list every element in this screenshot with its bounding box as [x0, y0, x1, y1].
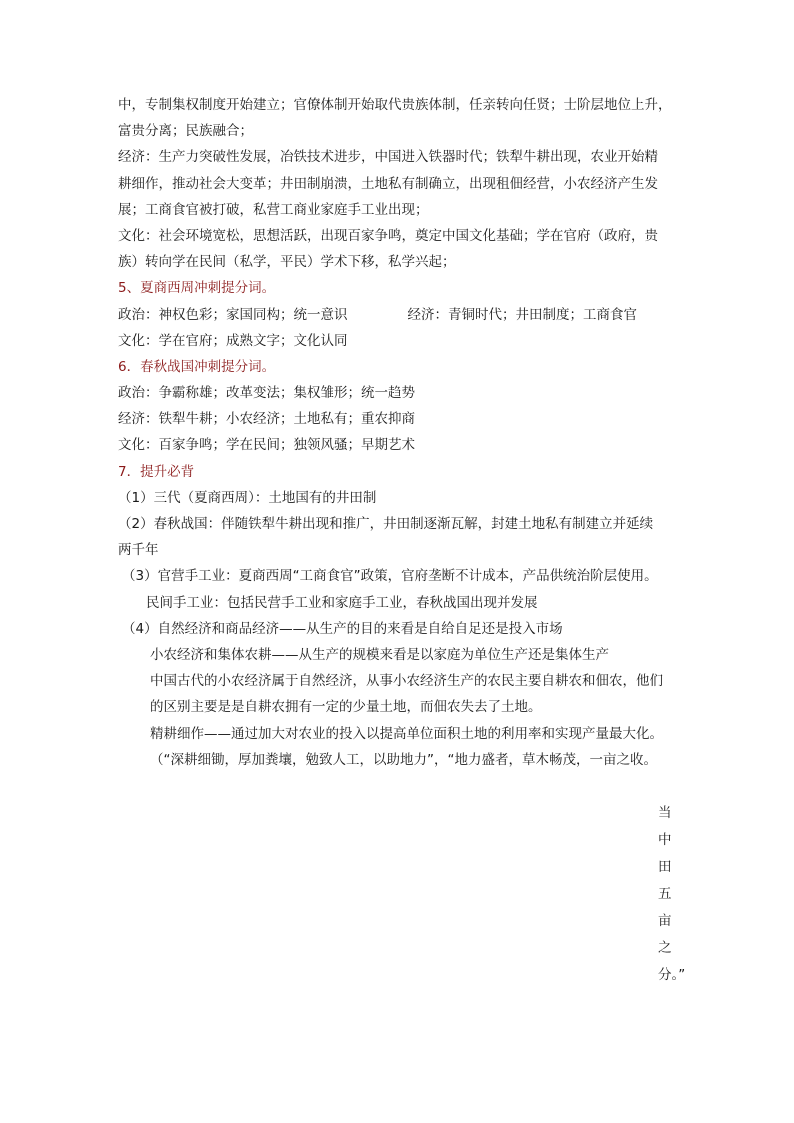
- section-5-politics: 政治：神权色彩；家国同构；统一意识: [118, 306, 348, 323]
- section-7-item-3-line-1: （3）官营手工业：夏商西周“工商食官”政策，官府垄断不计成本，产品供统治阶层使用。: [122, 568, 658, 585]
- vertical-char: 之: [658, 940, 672, 956]
- section-7-item-4-line-3: 中国古代的小农经济属于自然经济，从事小农经济生产的农民主要自耕农和佃农，他们: [150, 673, 663, 690]
- section-7-item-2-line-2: 两千年: [118, 542, 159, 559]
- section-7-item-1: （1）三代（夏商西周）：土地国有的井田制: [118, 489, 377, 506]
- intro-line-1: 中，专制集权制度开始建立；官僚体制开始取代贵族体制，任亲转向任贤；士阶层地位上升，: [118, 97, 672, 113]
- economy-line-1: 经济：生产力突破性发展，冶铁技术进步，中国进入铁器时代；铁犁牛耕出现，农业开始精: [118, 149, 658, 166]
- vertical-text-column: [658, 800, 698, 989]
- section-7-heading: 7．提升必背: [118, 463, 195, 480]
- section-6-culture: 文化：百家争鸣；学在民间；独领风骚；早期艺术: [118, 437, 415, 454]
- section-7-item-4-line-2: 小农经济和集体农耕——从生产的规模来看是以家庭为单位生产还是集体生产: [150, 646, 609, 663]
- section-7-item-4-line-1: （4）自然经济和商品经济——从生产的目的来看是自给自足还是投入市场: [122, 620, 563, 637]
- economy-line-3: 展；工商食官被打破，私营工商业家庭手工业出现；: [118, 201, 429, 218]
- section-5-culture: 文化：学在官府；成熟文字；文化认同: [118, 332, 348, 349]
- vertical-char: 五: [658, 886, 672, 902]
- culture-line-2: 族）转向学在民间（私学，平民）学术下移，私学兴起；: [118, 254, 456, 271]
- vertical-char: 亩: [658, 913, 672, 929]
- vertical-char: 分。”: [658, 967, 686, 983]
- section-7-item-3-line-2: 民间手工业：包括民营手工业和家庭手工业，春秋战国出现并发展: [146, 594, 538, 611]
- vertical-char: 当: [658, 805, 672, 821]
- document-body: [118, 92, 718, 773]
- section-7-item-4-line-4: 的区别主要是是自耕农拥有一定的少量土地，而佃农失去了土地。: [150, 699, 542, 716]
- section-5-politics-economy-row: [118, 302, 718, 328]
- culture-line-1: 文化：社会环境宽松，思想活跃，出现百家争鸣，奠定中国文化基础；学在官府（政府，贵: [118, 227, 658, 244]
- section-5-heading: 5、夏商西周冲刺提分词。: [118, 280, 276, 297]
- section-7-item-4-line-6: （“深耕细锄，厚加粪壤，勉致人工，以助地力”，“地力盛者，草木畅茂，一亩之收。: [150, 751, 657, 768]
- vertical-char: 田: [658, 859, 672, 875]
- section-5-economy: 经济：青铜时代；井田制度；工商食官: [407, 306, 637, 323]
- vertical-char: 中: [658, 832, 672, 848]
- section-6-politics: 政治：争霸称雄；改革变法；集权雏形；统一趋势: [118, 385, 415, 402]
- section-6-heading: 6．春秋战国冲刺提分词。: [118, 358, 276, 375]
- economy-line-2: 耕细作，推动社会大变革；井田制崩溃，土地私有制确立，出现租佃经营，小农经济产生发: [118, 175, 658, 192]
- intro-line-2: 富贵分离；民族融合；: [118, 123, 253, 140]
- section-7-item-4-line-5: 精耕细作——通过加大对农业的投入以提高单位面积土地的利用率和实现产量最大化。: [150, 725, 663, 742]
- section-6-economy: 经济：铁犁牛耕；小农经济；土地私有；重农抑商: [118, 411, 415, 428]
- section-7-item-2-line-1: （2）春秋战国：伴随铁犁牛耕出现和推广，井田制逐渐瓦解，封建土地私有制建立并延续: [118, 516, 654, 532]
